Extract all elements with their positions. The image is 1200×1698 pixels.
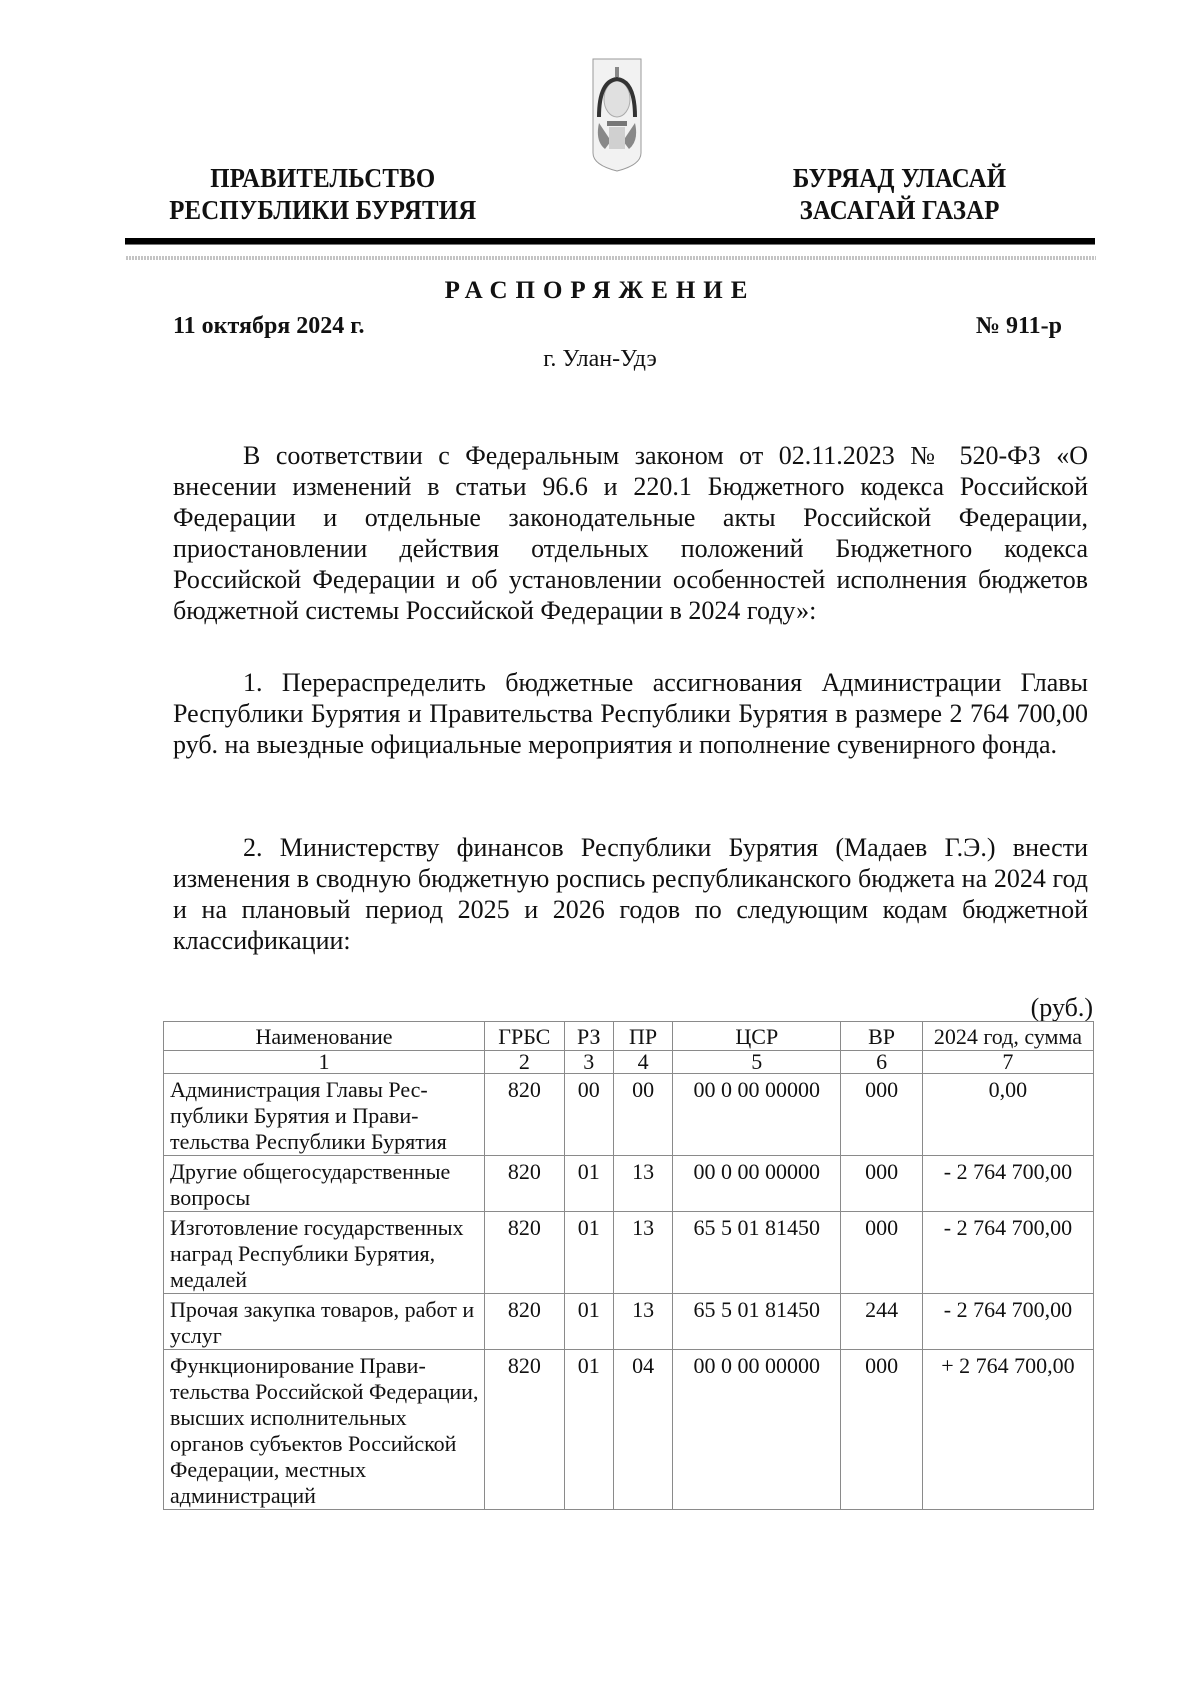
coat-of-arms-icon bbox=[591, 57, 643, 177]
table-row bbox=[164, 1156, 1094, 1212]
column-number: 2 bbox=[485, 1051, 565, 1074]
document-date: 11 октября 2024 г. bbox=[173, 313, 365, 339]
cell-amount: - 2 764 700,00 bbox=[922, 1294, 1093, 1350]
cell-name: Изготовление государственных наград Республики Бурятия, медалей bbox=[164, 1212, 485, 1294]
column-number: 4 bbox=[613, 1051, 672, 1074]
cell-pr: 13 bbox=[613, 1212, 672, 1294]
header-grbs: ГРБС bbox=[485, 1022, 565, 1051]
column-number-row bbox=[164, 1051, 1094, 1074]
cell-vr: 000 bbox=[841, 1350, 923, 1510]
header-vr: ВР bbox=[841, 1022, 923, 1051]
cell-rz: 01 bbox=[564, 1294, 613, 1350]
cell-name: Функционирование Правительства Российской Федерации, высших исполнительных органов субъектов Российской Федерации, местных администраций bbox=[164, 1350, 485, 1510]
cell-amount: + 2 764 700,00 bbox=[922, 1350, 1093, 1510]
header-divider bbox=[125, 238, 1095, 245]
cell-csr: 65 5 01 81450 bbox=[673, 1294, 841, 1350]
cell-vr: 000 bbox=[841, 1074, 923, 1156]
table-header-row bbox=[164, 1022, 1094, 1051]
cell-grbs: 820 bbox=[485, 1156, 565, 1212]
column-number: 7 bbox=[922, 1051, 1093, 1074]
org-name-line: БУРЯАД УЛАСАЙ bbox=[792, 163, 1007, 193]
cell-csr: 65 5 01 81450 bbox=[673, 1212, 841, 1294]
cell-rz: 01 bbox=[564, 1350, 613, 1510]
cell-vr: 000 bbox=[841, 1156, 923, 1212]
org-name-russian bbox=[148, 162, 498, 226]
cell-pr: 13 bbox=[613, 1294, 672, 1350]
currency-unit-label: (руб.) bbox=[1030, 993, 1093, 1022]
column-number: 3 bbox=[564, 1051, 613, 1074]
org-name-buryat bbox=[757, 162, 1042, 226]
cell-vr: 000 bbox=[841, 1212, 923, 1294]
cell-grbs: 820 bbox=[485, 1074, 565, 1156]
cell-amount: - 2 764 700,00 bbox=[922, 1212, 1093, 1294]
column-number: 5 bbox=[673, 1051, 841, 1074]
cell-name: Администрация Главы Республики Бурятия и Правительства Республики Бурятия bbox=[164, 1074, 485, 1156]
header-rz: РЗ bbox=[564, 1022, 613, 1051]
document-type: РАСПОРЯЖЕНИЕ bbox=[444, 277, 756, 304]
table-row bbox=[164, 1294, 1094, 1350]
cell-pr: 04 bbox=[613, 1350, 672, 1510]
header-dotted-divider bbox=[126, 256, 1096, 260]
cell-rz: 01 bbox=[564, 1212, 613, 1294]
cell-csr: 00 0 00 00000 bbox=[673, 1350, 841, 1510]
preamble-paragraph: В соответствии с Федеральным законом от 02.11.2023 № 520-ФЗ «О внесении изменений в статьи 96.6 и 220.1 Бюджетного кодекса Российской Федерации и отдельные законодательные акты Российской Федерации, приостановлении действия отдельных положений Бюджетного кодекса Российской Федерации и об установлении особенностей исполнения бюджетов бюджетной системы Российской Федерации в 2024 году»: bbox=[173, 441, 1088, 625]
column-number: 1 bbox=[164, 1051, 485, 1074]
document-city: г. Улан-Удэ bbox=[543, 346, 657, 372]
org-name-line: ЗАСАГАЙ ГАЗАР bbox=[799, 195, 1000, 225]
cell-rz: 01 bbox=[564, 1156, 613, 1212]
header-csr: ЦСР bbox=[673, 1022, 841, 1051]
document-number: № 911-р bbox=[975, 313, 1062, 339]
budget-classification-table bbox=[163, 1021, 1094, 1510]
table-row bbox=[164, 1350, 1094, 1510]
cell-csr: 00 0 00 00000 bbox=[673, 1156, 841, 1212]
org-name-line: ПРАВИТЕЛЬСТВО bbox=[210, 163, 436, 193]
cell-amount: - 2 764 700,00 bbox=[922, 1156, 1093, 1212]
cell-grbs: 820 bbox=[485, 1294, 565, 1350]
cell-name: Другие общегосударственные вопросы bbox=[164, 1156, 485, 1212]
item-2-paragraph: 2. Министерству финансов Республики Бурятия (Мадаев Г.Э.) внести изменения в сводную бюджетную роспись республиканского бюджета на 2024 год и на плановый период 2025 и 2026 годов по следующим кодам бюджетной классификации: bbox=[173, 833, 1088, 955]
header-name: Наименование bbox=[164, 1022, 485, 1051]
cell-vr: 244 bbox=[841, 1294, 923, 1350]
cell-name: Прочая закупка товаров, работ и услуг bbox=[164, 1294, 485, 1350]
header-amount-2024: 2024 год, сумма bbox=[922, 1022, 1093, 1051]
cell-grbs: 820 bbox=[485, 1350, 565, 1510]
cell-csr: 00 0 00 00000 bbox=[673, 1074, 841, 1156]
table-row bbox=[164, 1212, 1094, 1294]
header-pr: ПР bbox=[613, 1022, 672, 1051]
table-row bbox=[164, 1074, 1094, 1156]
item-1-paragraph: 1. Перераспределить бюджетные ассигнования Администрации Главы Республики Бурятия и Правительства Республики Бурятия в размере 2 764 700,00 руб. на выездные официальные мероприятия и пополнение сувенирного фонда. bbox=[173, 668, 1088, 759]
cell-pr: 13 bbox=[613, 1156, 672, 1212]
org-name-line: РЕСПУБЛИКИ БУРЯТИЯ bbox=[169, 195, 477, 225]
cell-amount: 0,00 bbox=[922, 1074, 1093, 1156]
cell-pr: 00 bbox=[613, 1074, 672, 1156]
cell-rz: 00 bbox=[564, 1074, 613, 1156]
column-number: 6 bbox=[841, 1051, 923, 1074]
cell-grbs: 820 bbox=[485, 1212, 565, 1294]
